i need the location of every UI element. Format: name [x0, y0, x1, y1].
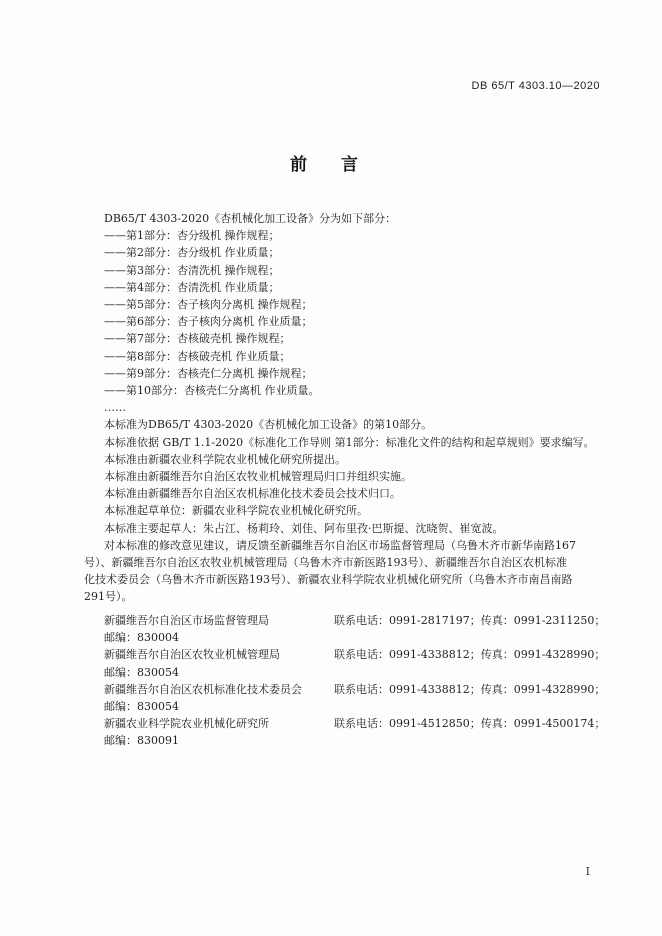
contact-postcode: 邮编：830054 — [104, 665, 179, 679]
part-item: ——第7部分：杏核破壳机 操作规程； — [104, 332, 291, 346]
intro-line: DB65/T 4303-2020《杏机械化加工设备》分为如下部分： — [104, 212, 397, 225]
part-item: ——第6部分：杏子核肉分离机 作业质量； — [104, 315, 313, 329]
statement-line: 本标准由新疆维吾尔自治区农机标准化技术委员会技术归口。 — [104, 487, 401, 501]
feedback-line: 对本标准的修改意见建议，请反馈至新疆维吾尔自治区市场监督管理局（乌鲁木齐市新华南路167 — [104, 538, 576, 552]
foreword-body — [84, 210, 604, 606]
contact-postcode: 邮编：830054 — [104, 699, 179, 713]
page-number: I — [585, 865, 590, 878]
statement-line: 本标准由新疆农业科学院农业机械化研究所提出。 — [104, 452, 346, 466]
part-item: ——第10部分：杏核壳仁分离机 作业质量。 — [104, 384, 320, 398]
statement-line: 本标准为DB65/T 4303-2020《杏机械化加工设备》的第10部分。 — [104, 418, 433, 432]
contact-postcode-row — [104, 664, 604, 681]
statement-line: 本标准依据 GB/T 1.1-2020《标准化工作导则 第1部分：标准化文件的结构和起草规则》要求编写。 — [104, 435, 595, 449]
part-item: ——第1部分：杏分级机 操作规程； — [104, 229, 280, 243]
part-item: ——第3部分：杏清洗机 操作规程； — [104, 263, 280, 277]
page-title: 前 言 — [290, 155, 372, 175]
feedback-line: 291号）。 — [84, 590, 133, 604]
contact-organization: 新疆维吾尔自治区农牧业机械管理局 — [104, 648, 280, 662]
statement-line: 本标准起草单位：新疆农业科学院农业机械化研究所。 — [104, 504, 368, 518]
contact-row — [104, 646, 604, 663]
part-item: ——第4部分：杏清洗机 作业质量； — [104, 280, 280, 294]
contact-phone-fax: 联系电话：0991-4338812；传真：0991-4328990； — [334, 682, 606, 696]
ellipsis: …… — [104, 401, 126, 415]
part-item: ——第2部分：杏分级机 作业质量； — [104, 246, 280, 260]
feedback-line: 号）、新疆维吾尔自治区农牧业机械管理局（乌鲁木齐市新医路193号）、新疆维吾尔自治区农机标准 — [84, 556, 567, 570]
contact-phone-fax: 联系电话：0991-2817197；传真：0991-2311250； — [334, 614, 606, 627]
statement-line: 本标准主要起草人：朱占江、杨莉玲、刘佳、阿布里孜·巴斯提、沈晓贺、崔宽波。 — [104, 521, 504, 535]
part-item: ——第5部分：杏子核肉分离机 操作规程； — [104, 298, 313, 312]
contact-postcode: 邮编：830004 — [104, 631, 179, 645]
contact-row — [104, 681, 604, 698]
document-code: DB 65/T 4303.10—2020 — [471, 80, 600, 92]
contact-organization: 新疆维吾尔自治区市场监督管理局 — [104, 614, 269, 627]
part-item: ——第8部分：杏核破壳机 作业质量； — [104, 349, 291, 363]
feedback-paragraph — [84, 537, 604, 606]
contact-row — [104, 612, 604, 629]
contact-row — [104, 715, 604, 732]
feedback-line: 化技术委员会（乌鲁木齐市新医路193号）、新疆农业科学院农业机械化研究所（乌鲁木齐市南昌南路 — [84, 573, 573, 587]
contact-list — [104, 612, 604, 750]
contact-organization: 新疆维吾尔自治区农机标准化技术委员会 — [104, 682, 302, 696]
statement-line: 本标准由新疆维吾尔自治区农牧业机械管理局归口并组织实施。 — [104, 470, 412, 484]
contact-phone-fax: 联系电话：0991-4512850；传真：0991-4500174； — [334, 717, 606, 731]
contact-phone-fax: 联系电话：0991-4338812；传真：0991-4328990； — [334, 648, 606, 662]
contact-postcode-row — [104, 629, 604, 646]
contact-organization: 新疆农业科学院农业机械化研究所 — [104, 717, 269, 731]
contact-postcode-row — [104, 732, 604, 749]
part-item: ——第9部分：杏核壳仁分离机 操作规程； — [104, 366, 313, 380]
contact-postcode: 邮编：830091 — [104, 734, 179, 748]
contact-postcode-row — [104, 698, 604, 715]
